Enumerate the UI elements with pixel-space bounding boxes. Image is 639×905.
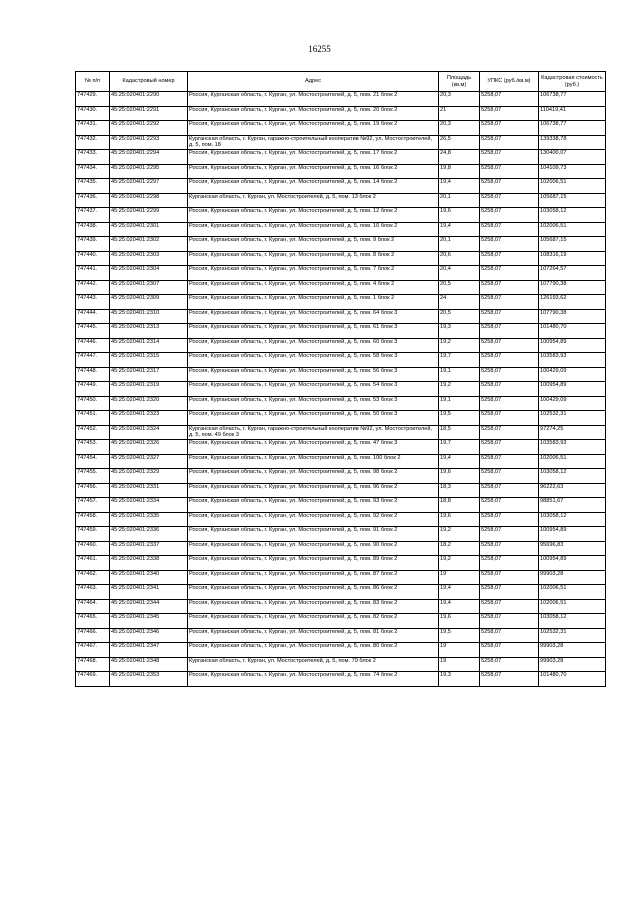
cell-cadastral: 45:25:020401:2297 <box>110 179 188 194</box>
cell-cost: 102006,51 <box>539 454 606 469</box>
table-row <box>76 469 606 484</box>
cell-cost: 101480,70 <box>539 324 606 339</box>
cell-cost: 103583,93 <box>539 440 606 455</box>
table-row <box>76 237 606 252</box>
cell-cost: 103583,93 <box>539 353 606 368</box>
cell-upks: 5258,07 <box>480 324 539 339</box>
cell-upks: 5258,07 <box>480 222 539 237</box>
table-row <box>76 266 606 281</box>
cell-num: 747455. <box>76 469 110 484</box>
cell-num: 747439. <box>76 237 110 252</box>
header-cost: Кадастровая стоимость (руб.) <box>539 72 606 92</box>
cell-cadastral: 45:25:020401:2307 <box>110 280 188 295</box>
header-upks: УПКС (руб./кв.м) <box>480 72 539 92</box>
cell-cost: 100954,89 <box>539 382 606 397</box>
cell-address: Россия, Курганская область, г. Курган, ул. Мостостроителей, д. 5, пом. 90 блок 2 <box>188 541 439 556</box>
cell-num: 747431. <box>76 121 110 136</box>
cell-address: Россия, Курганская область, г. Курган, ул. Мостостроителей, д. 5, пом. 58 блок 3 <box>188 353 439 368</box>
cell-cost: 103058,12 <box>539 469 606 484</box>
cell-cost: 100954,89 <box>539 338 606 353</box>
cell-num: 747445. <box>76 324 110 339</box>
cell-upks: 5258,07 <box>480 440 539 455</box>
cell-address: Россия, Курганская область, г. Курган, ул. Мостостроителей, д. 5, пом. 74 блок 2 <box>188 672 439 687</box>
cell-cadastral: 45:25:020401:2301 <box>110 222 188 237</box>
cell-num: 747467. <box>76 643 110 658</box>
cell-cadastral: 45:25:020401:2304 <box>110 266 188 281</box>
cell-upks: 5258,07 <box>480 237 539 252</box>
cell-cadastral: 45:25:020401:2320 <box>110 396 188 411</box>
table-row <box>76 106 606 121</box>
cell-cadastral: 45:25:020401:2344 <box>110 599 188 614</box>
table-row <box>76 411 606 426</box>
cell-area: 24 <box>439 295 480 310</box>
cell-area: 19,4 <box>439 599 480 614</box>
cell-num: 747438. <box>76 222 110 237</box>
cell-cadastral: 45:25:020401:2295 <box>110 164 188 179</box>
header-address: Адрес <box>188 72 439 92</box>
table-row <box>76 92 606 107</box>
cell-address: Курганская область, г. Курган, гаражно-строительный кооператив №92, ул. Мостостроителей, д. 5, пом. 18 <box>188 135 439 150</box>
page-number: 16255 <box>308 44 331 54</box>
cell-area: 19,4 <box>439 454 480 469</box>
table-row <box>76 280 606 295</box>
cell-address: Россия, Курганская область, г. Курган, ул. Мостостроителей, д. 5, пом. 12 блок 2 <box>188 208 439 223</box>
cell-cadastral: 45:25:020401:2326 <box>110 440 188 455</box>
cell-address: Россия, Курганская область, г. Курган, ул. Мостостроителей, д. 5, пом. 47 блок 3 <box>188 440 439 455</box>
cell-cadastral: 45:25:020401:2294 <box>110 150 188 165</box>
cell-cadastral: 45:25:020401:2329 <box>110 469 188 484</box>
cell-num: 747464. <box>76 599 110 614</box>
cell-cadastral: 45:25:020401:2319 <box>110 382 188 397</box>
cell-cost: 106738,77 <box>539 121 606 136</box>
cell-num: 747450. <box>76 396 110 411</box>
cell-upks: 5258,07 <box>480 208 539 223</box>
table-row <box>76 353 606 368</box>
cell-upks: 5258,07 <box>480 672 539 687</box>
cell-address: Россия, Курганская область, г. Курган, ул. Мостостроителей, д. 5, пом. 86 блок 2 <box>188 585 439 600</box>
cell-cost: 97274,25 <box>539 425 606 440</box>
cell-cadastral: 45:25:020401:2337 <box>110 541 188 556</box>
cell-address: Россия, Курганская область, г. Курган, ул. Мостостроителей, д. 5, пом. 1 блок 2 <box>188 295 439 310</box>
cell-cost: 103058,12 <box>539 512 606 527</box>
cell-address: Россия, Курганская область, г. Курган, ул. Мостостроителей, д. 5, пом. 60 блок 3 <box>188 338 439 353</box>
table-row <box>76 527 606 542</box>
cell-upks: 5258,07 <box>480 411 539 426</box>
cell-upks: 5258,07 <box>480 570 539 585</box>
cell-area: 19 <box>439 643 480 658</box>
cell-upks: 5258,07 <box>480 251 539 266</box>
cell-num: 747440. <box>76 251 110 266</box>
cell-cost: 100954,89 <box>539 556 606 571</box>
cell-cost: 105687,15 <box>539 237 606 252</box>
cell-cadastral: 45:25:020401:2334 <box>110 498 188 513</box>
table-row <box>76 382 606 397</box>
cell-address: Россия, Курганская область, г. Курган, ул. Мостостроителей, д. 5, пом. 89 блок 2 <box>188 556 439 571</box>
cell-cost: 100429,09 <box>539 396 606 411</box>
cell-cadastral: 45:25:020401:2335 <box>110 512 188 527</box>
cell-upks: 5258,07 <box>480 179 539 194</box>
cell-cadastral: 45:25:020401:2340 <box>110 570 188 585</box>
table-row <box>76 135 606 150</box>
cell-area: 21 <box>439 106 480 121</box>
table-row <box>76 179 606 194</box>
cell-address: Россия, Курганская область, г. Курган, ул. Мостостроителей, д. 5, пом. 82 блок 2 <box>188 614 439 629</box>
cell-cost: 139338,78 <box>539 135 606 150</box>
table-row <box>76 309 606 324</box>
table-row <box>76 324 606 339</box>
table-row <box>76 643 606 658</box>
cell-address: Россия, Курганская область, г. Курган, ул. Мостостроителей, д. 5, пом. 81 блок 2 <box>188 628 439 643</box>
table-row <box>76 295 606 310</box>
cell-area: 19,3 <box>439 672 480 687</box>
cell-area: 20,1 <box>439 237 480 252</box>
cell-cadastral: 45:25:020401:2309 <box>110 295 188 310</box>
cell-num: 747434. <box>76 164 110 179</box>
cell-area: 20,6 <box>439 251 480 266</box>
table-row <box>76 425 606 440</box>
cell-cadastral: 45:25:020401:2291 <box>110 106 188 121</box>
cell-cadastral: 45:25:020401:2347 <box>110 643 188 658</box>
table-row <box>76 585 606 600</box>
cell-upks: 5258,07 <box>480 353 539 368</box>
cell-num: 747444. <box>76 309 110 324</box>
cell-upks: 5258,07 <box>480 135 539 150</box>
cell-cadastral: 45:25:020401:2345 <box>110 614 188 629</box>
cell-address: Курганская область, г. Курган, ул. Мостостроителей, д. 5, пом. 79 блок 2 <box>188 657 439 672</box>
cell-area: 19,6 <box>439 208 480 223</box>
table-row <box>76 454 606 469</box>
cell-upks: 5258,07 <box>480 556 539 571</box>
cell-cadastral: 45:25:020401:2299 <box>110 208 188 223</box>
cell-address: Россия, Курганская область, г. Курган, ул. Мостостроителей, д. 5, пом. 7 блок 2 <box>188 266 439 281</box>
cell-num: 747442. <box>76 280 110 295</box>
table-row <box>76 193 606 208</box>
cell-cadastral: 45:25:020401:2346 <box>110 628 188 643</box>
table-row <box>76 338 606 353</box>
cell-area: 19,2 <box>439 338 480 353</box>
table-row <box>76 396 606 411</box>
cell-area: 20,5 <box>439 280 480 295</box>
cell-num: 747460. <box>76 541 110 556</box>
cell-cost: 110419,41 <box>539 106 606 121</box>
cell-cost: 99903,28 <box>539 570 606 585</box>
cadastral-value-table <box>75 71 606 687</box>
cell-address: Россия, Курганская область, г. Курган, ул. Мостостроителей, д. 5, пом. 17 блок 2 <box>188 150 439 165</box>
cell-upks: 5258,07 <box>480 396 539 411</box>
table-row <box>76 483 606 498</box>
table-row <box>76 222 606 237</box>
cell-area: 20,4 <box>439 266 480 281</box>
cell-address: Россия, Курганская область, г. Курган, ул. Мостостроителей, д. 5, пом. 20 блок 2 <box>188 106 439 121</box>
cell-upks: 5258,07 <box>480 425 539 440</box>
cell-address: Россия, Курганская область, г. Курган, ул. Мостостроителей, д. 5, пом. 56 блок 3 <box>188 367 439 382</box>
cell-upks: 5258,07 <box>480 266 539 281</box>
cell-cadastral: 45:25:020401:2353 <box>110 672 188 687</box>
cell-cadastral: 45:25:020401:2317 <box>110 367 188 382</box>
table-row <box>76 614 606 629</box>
cell-area: 19,6 <box>439 512 480 527</box>
cell-cost: 99903,28 <box>539 657 606 672</box>
cell-num: 747436. <box>76 193 110 208</box>
cell-address: Россия, Курганская область, г. Курган, ул. Мостостроителей, д. 5, пом. 50 блок 3 <box>188 411 439 426</box>
cell-num: 747433. <box>76 150 110 165</box>
cell-address: Россия, Курганская область, г. Курган, ул. Мостостроителей, д. 5, пом. 98 блок 2 <box>188 469 439 484</box>
cell-upks: 5258,07 <box>480 643 539 658</box>
cell-address: Россия, Курганская область, г. Курган, ул. Мостостроителей, д. 5, пом. 16 блок 2 <box>188 164 439 179</box>
cell-num: 747459. <box>76 527 110 542</box>
cell-cadastral: 45:25:020401:2336 <box>110 527 188 542</box>
cell-upks: 5258,07 <box>480 121 539 136</box>
cell-num: 747429. <box>76 92 110 107</box>
cell-area: 18,3 <box>439 483 480 498</box>
cell-upks: 5258,07 <box>480 454 539 469</box>
table-row <box>76 599 606 614</box>
cell-upks: 5258,07 <box>480 657 539 672</box>
cell-upks: 5258,07 <box>480 541 539 556</box>
cell-num: 747447. <box>76 353 110 368</box>
cell-cost: 104109,73 <box>539 164 606 179</box>
cell-num: 747443. <box>76 295 110 310</box>
cell-upks: 5258,07 <box>480 150 539 165</box>
cell-cadastral: 45:25:020401:2338 <box>110 556 188 571</box>
cell-upks: 5258,07 <box>480 280 539 295</box>
cell-address: Россия, Курганская область, г. Курган, ул. Мостостроителей, д. 5, пом. 83 блок 2 <box>188 599 439 614</box>
cell-num: 747458. <box>76 512 110 527</box>
cell-address: Россия, Курганская область, г. Курган, ул. Мостостроителей, д. 5, пом. 93 блок 2 <box>188 498 439 513</box>
cell-area: 19,2 <box>439 556 480 571</box>
cell-num: 747466. <box>76 628 110 643</box>
cell-upks: 5258,07 <box>480 469 539 484</box>
cell-area: 20,1 <box>439 193 480 208</box>
cell-upks: 5258,07 <box>480 527 539 542</box>
cell-num: 747448. <box>76 367 110 382</box>
cell-upks: 5258,07 <box>480 483 539 498</box>
cell-cost: 108316,19 <box>539 251 606 266</box>
cell-num: 747452. <box>76 425 110 440</box>
table-row <box>76 208 606 223</box>
cell-cadastral: 45:25:020401:2341 <box>110 585 188 600</box>
table-row <box>76 367 606 382</box>
cell-cost: 102006,51 <box>539 222 606 237</box>
cell-cost: 100954,89 <box>539 527 606 542</box>
cell-upks: 5258,07 <box>480 309 539 324</box>
table-row <box>76 251 606 266</box>
cell-cadastral: 45:25:020401:2323 <box>110 411 188 426</box>
cell-cost: 102532,31 <box>539 628 606 643</box>
cell-num: 747469. <box>76 672 110 687</box>
cell-upks: 5258,07 <box>480 92 539 107</box>
cell-address: Россия, Курганская область, г. Курган, ул. Мостостроителей, д. 5, пом. 87 блок 2 <box>188 570 439 585</box>
cell-cadastral: 45:25:020401:2303 <box>110 251 188 266</box>
cell-num: 747468. <box>76 657 110 672</box>
cell-num: 747451. <box>76 411 110 426</box>
cell-cost: 102006,51 <box>539 585 606 600</box>
cell-address: Россия, Курганская область, г. Курган, ул. Мостостроителей, д. 5, пом. 91 блок 2 <box>188 527 439 542</box>
table-row <box>76 440 606 455</box>
cell-num: 747453. <box>76 440 110 455</box>
cell-cost: 98851,67 <box>539 498 606 513</box>
cell-cadastral: 45:25:020401:2348 <box>110 657 188 672</box>
cell-upks: 5258,07 <box>480 106 539 121</box>
cell-cadastral: 45:25:020401:2302 <box>110 237 188 252</box>
header-area: Площадь (кв.м) <box>439 72 480 92</box>
cell-cost: 105687,15 <box>539 193 606 208</box>
cell-address: Россия, Курганская область, г. Курган, ул. Мостостроителей, д. 5, пом. 96 блок 2 <box>188 483 439 498</box>
cell-address: Россия, Курганская область, г. Курган, ул. Мостостроителей, д. 5, пом. 21 блок 2 <box>188 92 439 107</box>
cell-area: 20,3 <box>439 121 480 136</box>
cell-cadastral: 45:25:020401:2327 <box>110 454 188 469</box>
cell-cost: 96222,63 <box>539 483 606 498</box>
cell-address: Курганская область, г. Курган, ул. Мостостроителей, д. 5, пом. 13 блок 2 <box>188 193 439 208</box>
cell-area: 19,6 <box>439 469 480 484</box>
cell-num: 747457. <box>76 498 110 513</box>
table-header-row <box>76 72 606 92</box>
cell-cost: 95696,83 <box>539 541 606 556</box>
table-row <box>76 628 606 643</box>
cell-cadastral: 45:25:020401:2331 <box>110 483 188 498</box>
cell-cost: 130400,07 <box>539 150 606 165</box>
header-num: № п/п <box>76 72 110 92</box>
cell-area: 20,3 <box>439 92 480 107</box>
cell-area: 26,5 <box>439 135 480 150</box>
cell-area: 19,4 <box>439 222 480 237</box>
cell-num: 747432. <box>76 135 110 150</box>
cell-upks: 5258,07 <box>480 585 539 600</box>
cell-num: 747462. <box>76 570 110 585</box>
cell-cadastral: 45:25:020401:2298 <box>110 193 188 208</box>
cell-area: 19,7 <box>439 353 480 368</box>
cell-address: Россия, Курганская область, г. Курган, ул. Мостостроителей, д. 5, пом. 61 блок 3 <box>188 324 439 339</box>
cell-address: Россия, Курганская область, г. Курган, ул. Мостостроителей, д. 5, пом. 100 блок 2 <box>188 454 439 469</box>
cell-area: 19,2 <box>439 527 480 542</box>
cell-num: 747461. <box>76 556 110 571</box>
cell-num: 747441. <box>76 266 110 281</box>
table-row <box>76 121 606 136</box>
cell-area: 19,7 <box>439 440 480 455</box>
cell-cadastral: 45:25:020401:2293 <box>110 135 188 150</box>
cell-cost: 102006,51 <box>539 599 606 614</box>
cell-area: 19,3 <box>439 324 480 339</box>
cell-area: 19,5 <box>439 628 480 643</box>
cell-cadastral: 45:25:020401:2290 <box>110 92 188 107</box>
cell-address: Россия, Курганская область, г. Курган, ул. Мостостроителей, д. 5, пом. 14 блок 2 <box>188 179 439 194</box>
cell-cost: 107790,38 <box>539 280 606 295</box>
cell-address: Россия, Курганская область, г. Курган, ул. Мостостроителей, д. 5, пом. 53 блок 3 <box>188 396 439 411</box>
cell-address: Россия, Курганская область, г. Курган, ул. Мостостроителей, д. 5, пом. 54 блок 3 <box>188 382 439 397</box>
cell-area: 19,5 <box>439 411 480 426</box>
cell-num: 747449. <box>76 382 110 397</box>
cell-cadastral: 45:25:020401:2314 <box>110 338 188 353</box>
cell-area: 18,5 <box>439 425 480 440</box>
table-row <box>76 164 606 179</box>
cell-cost: 107264,57 <box>539 266 606 281</box>
cell-upks: 5258,07 <box>480 382 539 397</box>
cell-area: 18,8 <box>439 498 480 513</box>
cell-address: Россия, Курганская область, г. Курган, ул. Мостостроителей, д. 5, пом. 10 блок 2 <box>188 222 439 237</box>
table-body <box>76 92 606 687</box>
table-row <box>76 672 606 687</box>
table-row <box>76 541 606 556</box>
cell-upks: 5258,07 <box>480 498 539 513</box>
cell-area: 19,4 <box>439 585 480 600</box>
cell-address: Россия, Курганская область, г. Курган, ул. Мостостроителей, д. 5, пом. 80 блок 2 <box>188 643 439 658</box>
table-row <box>76 556 606 571</box>
cell-num: 747430. <box>76 106 110 121</box>
table-row <box>76 657 606 672</box>
cell-address: Курганская область, г. Курган, гаражно-строительный кооператив №92, ул. Мостостроителей, д. 5, пом. 49 блок 3 <box>188 425 439 440</box>
cell-area: 19,2 <box>439 382 480 397</box>
cell-cadastral: 45:25:020401:2292 <box>110 121 188 136</box>
cell-num: 747456. <box>76 483 110 498</box>
cell-cadastral: 45:25:020401:2315 <box>110 353 188 368</box>
cell-upks: 5258,07 <box>480 628 539 643</box>
cell-address: Россия, Курганская область, г. Курган, ул. Мостостроителей, д. 5, пом. 19 блок 2 <box>188 121 439 136</box>
cell-area: 19,8 <box>439 164 480 179</box>
table-row <box>76 570 606 585</box>
cell-upks: 5258,07 <box>480 599 539 614</box>
cell-area: 18,2 <box>439 541 480 556</box>
cell-cadastral: 45:25:020401:2310 <box>110 309 188 324</box>
cell-cost: 106738,77 <box>539 92 606 107</box>
cell-num: 747437. <box>76 208 110 223</box>
cell-area: 19,6 <box>439 614 480 629</box>
cell-upks: 5258,07 <box>480 367 539 382</box>
table-row <box>76 512 606 527</box>
cell-area: 24,8 <box>439 150 480 165</box>
cell-num: 747454. <box>76 454 110 469</box>
cell-cost: 102532,31 <box>539 411 606 426</box>
header-cadastral: Кадастровый номер <box>110 72 188 92</box>
cell-upks: 5258,07 <box>480 193 539 208</box>
cell-num: 747465. <box>76 614 110 629</box>
cell-cost: 101480,70 <box>539 672 606 687</box>
cell-num: 747446. <box>76 338 110 353</box>
cell-area: 19,1 <box>439 367 480 382</box>
cell-area: 19,4 <box>439 179 480 194</box>
cell-address: Россия, Курганская область, г. Курган, ул. Мостостроителей, д. 5, пом. 64 блок 3 <box>188 309 439 324</box>
table-row <box>76 150 606 165</box>
cell-cost: 99903,28 <box>539 643 606 658</box>
cell-address: Россия, Курганская область, г. Курган, ул. Мостостроителей, д. 5, пом. 8 блок 2 <box>188 251 439 266</box>
cell-upks: 5258,07 <box>480 614 539 629</box>
cell-area: 20,5 <box>439 309 480 324</box>
cell-address: Россия, Курганская область, г. Курган, ул. Мостостроителей, д. 5, пом. 92 блок 2 <box>188 512 439 527</box>
cell-cadastral: 45:25:020401:2324 <box>110 425 188 440</box>
cell-address: Россия, Курганская область, г. Курган, ул. Мостостроителей, д. 5, пом. 4 блок 2 <box>188 280 439 295</box>
cell-cost: 103058,12 <box>539 614 606 629</box>
cell-area: 19 <box>439 657 480 672</box>
cell-upks: 5258,07 <box>480 295 539 310</box>
table-row <box>76 498 606 513</box>
cell-area: 19,1 <box>439 396 480 411</box>
cell-upks: 5258,07 <box>480 164 539 179</box>
cell-cadastral: 45:25:020401:2313 <box>110 324 188 339</box>
cell-cost: 103058,12 <box>539 208 606 223</box>
cell-upks: 5258,07 <box>480 338 539 353</box>
cell-num: 747435. <box>76 179 110 194</box>
cell-area: 19 <box>439 570 480 585</box>
cell-cost: 126193,62 <box>539 295 606 310</box>
cell-cost: 102006,51 <box>539 179 606 194</box>
cell-address: Россия, Курганская область, г. Курган, ул. Мостостроителей, д. 5, пом. 9 блок 2 <box>188 237 439 252</box>
cell-upks: 5258,07 <box>480 512 539 527</box>
cell-num: 747463. <box>76 585 110 600</box>
cell-cost: 100429,09 <box>539 367 606 382</box>
cell-cost: 107790,38 <box>539 309 606 324</box>
